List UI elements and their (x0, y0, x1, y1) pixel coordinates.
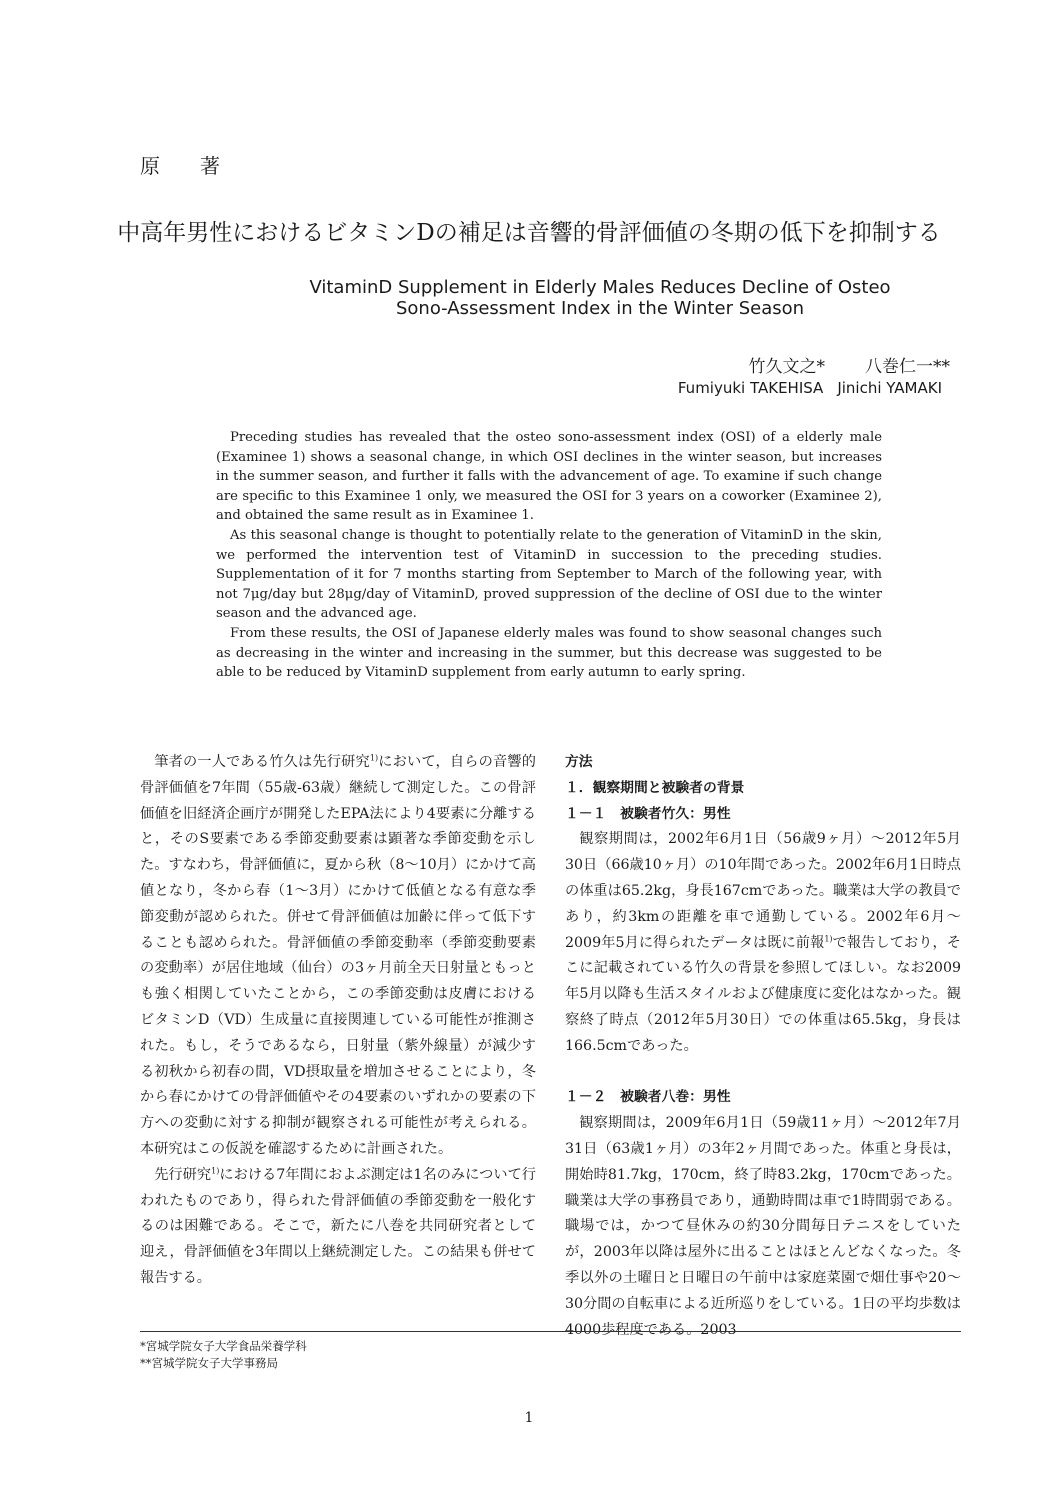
author-2-ja: 八巻仁一** (865, 357, 950, 377)
intro-paragraph-1: 筆者の一人である竹久は先行研究$^{1)}$において，自らの音響的骨評価値を7年間（55歳-63歳）継続して測定した。この骨評価値を旧経済企画庁が開発したEPA法により4要素に分離すると，そのS要素である季節変動要素は顕著な季節変動を示した。すなわち，骨評価値に，夏から秋（8～10月）にかけて高値となり，冬から春（1～3月）にかけて低値となる有意な季節変動が認められた。併せて骨評価値は加齢に伴って低下することも認められた。骨評価値の季節変動率（季節変動要素の変動率）が居住地域（仙台）の3ヶ月前全天日射量ともっとも強く相関していたことから，この季節変動は皮膚におけるビタミンD（VD）生成量に直接関連している可能性が推測された。もし，そうであるなら，日射量（紫外線量）が減少する初秋から初春の間，VD摂取量を増加させることにより，冬から春にかけての骨評価値やその4要素のいずれかの要素の下方への変動に対する抑制が観察される可能性が考えられる。本研究はこの仮説を確認するために計画された。 (140, 753, 536, 1157)
abstract (216, 428, 882, 683)
author-1-en: Fumiyuki TAKEHISA (677, 379, 824, 397)
title-english (220, 277, 980, 319)
citation-ref: 1) (211, 1166, 220, 1176)
citation-ref: 1) (369, 753, 379, 763)
abstract-paragraph-3: From these results, the OSI of Japanese elderly males was found to show seasonal changes such as decreasing in the winter and increasing in the summer, but this decrease was suggested to be able to be reduced by VitaminD supplement from early autumn to early spring. (216, 625, 882, 681)
author-2-en: Jinichi YAMAKI (837, 379, 942, 397)
affiliations (140, 1338, 307, 1372)
authors-english (678, 379, 942, 397)
section-heading-method: 方法 (565, 754, 593, 770)
title-japanese: 中高年男性におけるビタミンDの補足は音響的骨評価値の冬期の低下を抑制する (117, 220, 941, 246)
left-column (140, 750, 536, 1292)
subsection-heading-1-2: １－２ 被験者八巻：男性 (565, 1089, 731, 1106)
article-category: 原著 (140, 154, 260, 178)
footnote-divider (140, 1331, 961, 1332)
intro-paragraph-2: 先行研究$^{1)}$における7年間におよぶ測定は1名のみについて行われたものであり，得られた骨評価値の季節変動を一般化するのは困難である。そこで，新たに八巻を共同研究者として迎え，骨評価値を3年間以上継続測定した。この結果も併せて報告する。 (140, 1166, 536, 1286)
author-1-ja: 竹久文之* (748, 357, 825, 377)
spacer (565, 1060, 961, 1086)
citation-ref: 1) (824, 933, 833, 943)
authors-japanese (749, 352, 951, 377)
subsection-heading-1-1: １－１ 被験者竹久：男性 (565, 805, 731, 822)
affiliation-1: *宮城学院女子大学食品栄養学科 (140, 1339, 307, 1353)
paragraph-1-2: 観察期間は，2009年6月1日（59歳11ヶ月）～2012年7月31日（63歳1ヶ月）の3年2ヶ月間であった。体重と身長は，開始時81.7kg，170cm，終了時83.2kg，170cmであった。職業は大学の事務員であり，通勤時間は車で1時間弱である。職場では，かつて昼休みの約30分間毎日テニスをしていたが，2003年以降は屋外に出ることはほとんどなくなった。冬季以外の土曜日と日曜日の午前中は家庭菜園で畑仕事や20～30分間の自転車による近所巡りをしている。1日の平均歩数は4000歩程度である。2003 (565, 1115, 961, 1338)
abstract-paragraph-2: As this seasonal change is thought to potentially relate to the generation of VitaminD in the skin, we performed the intervention test of VitaminD in succession to the preceding studies. Supplementation of it for 7 months starting from September to March of the following year, with not 7μg/day but 28μg/day of VitaminD, proved suppression of the decline of OSI due to the winter season and the advanced age. (216, 527, 882, 622)
abstract-paragraph-1: Preceding studies has revealed that the osteo sono-assessment index (OSI) of a elderly male (Examinee 1) shows a seasonal change, in which OSI declines in the winter season, but increases in the summer season, and further it falls with the advancement of age. To examine if such change are specific to this Examinee 1 only, we measured the OSI for 3 years on a coworker (Examinee 2), and obtained the same result as in Examinee 1. (216, 430, 882, 524)
right-column (565, 750, 961, 1343)
title-english-line1: VitaminD Supplement in Elderly Males Reduces Decline of Osteo (309, 277, 891, 298)
section-heading-1: １．観察期間と被験者の背景 (565, 779, 745, 796)
page-number: 1 (524, 1410, 534, 1426)
affiliation-2: **宮城学院女子大学事務局 (140, 1356, 278, 1370)
title-english-line2: Sono-Assessment Index in the Winter Season (395, 298, 805, 319)
paragraph-1-1: 観察期間は，2002年6月1日（56歳9ヶ月）～2012年5月30日（66歳10ヶ月）の10年間であった。2002年6月1日時点の体重は65.2kg，身長167cmであった。職業は大学の教員であり，約3kmの距離を車で通勤している。2002年6月～2009年5月に得られたデータは既に前報$^{1)}$で報告しており，そこに記載されている竹久の背景を参照してほしい。なお2009年5月以降も生活スタイルおよび健康度に変化はなかった。観察終了時点（2012年5月30日）での体重は65.5kg，身長は166.5cmであった。 (565, 831, 961, 1054)
